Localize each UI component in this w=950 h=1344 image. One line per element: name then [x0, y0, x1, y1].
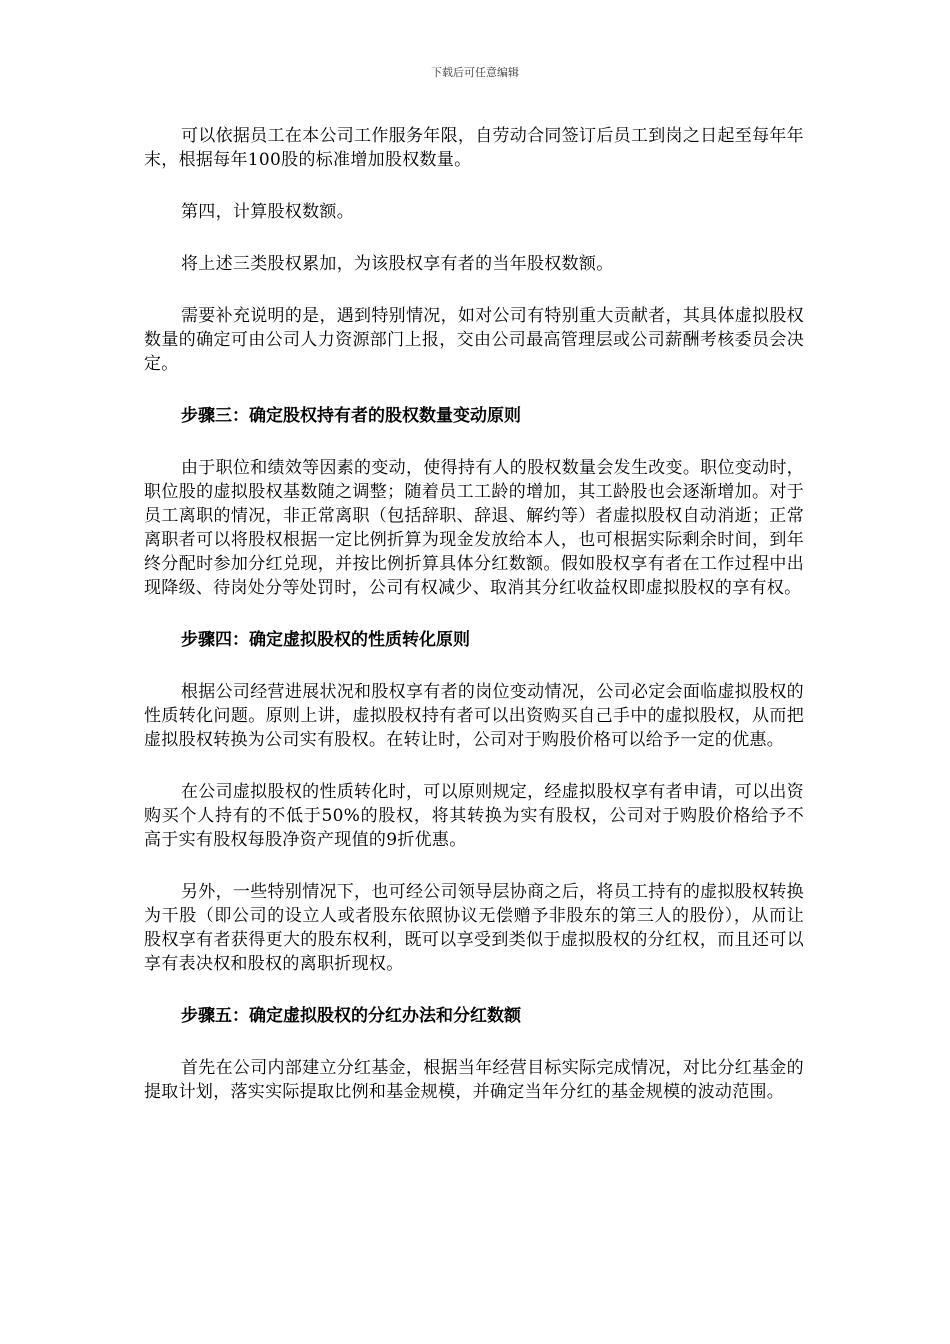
section-heading: 步骤四：确定虚拟股权的性质转化原则	[181, 630, 470, 650]
paragraph: 将上述三类股权累加，为该股权享有者的当年股权数额。	[181, 254, 614, 274]
paragraph: 在公司虚拟股权的性质转化时，可以原则规定，经虚拟股权享有者申请，可以出资购买个人持有的不低于50%的股权，将其转换为实有股权，公司对于购股价格给予不高于实有股权每股净资产现值的9折优惠。	[144, 782, 804, 850]
paragraph: 需要补充说明的是，遇到特别情况，如对公司有特别重大贡献者，其具体虚拟股权数量的确定可由公司人力资源部门上报，交由公司最高管理层或公司薪酬考核委员会决定。	[144, 306, 804, 374]
section-heading: 步骤五：确定虚拟股权的分红办法和分红数额	[181, 1006, 521, 1026]
document-body	[144, 124, 804, 1132]
paragraph: 根据公司经营进展状况和股权享有者的岗位变动情况，公司必定会面临虚拟股权的性质转化问题。原则上讲，虚拟股权持有者可以出资购买自己手中的虚拟股权，从而把虚拟股权转换为公司实有股权。在转让时，公司对于购股价格可以给予一定的优惠。	[144, 682, 804, 750]
paragraph: 首先在公司内部建立分红基金，根据当年经营目标实际完成情况，对比分红基金的提取计划，落实实际提取比例和基金规模，并确定当年分红的基金规模的波动范围。	[144, 1058, 804, 1102]
page-header: 下载后可任意编辑	[431, 66, 519, 79]
paragraph: 另外，一些特别情况下，也可经公司领导层协商之后，将员工持有的虚拟股权转换为干股（即公司的设立人或者股东依照协议无偿赠予非股东的第三人的股份），从而让股权享有者获得更大的股东权利，既可以享受到类似于虚拟股权的分红权，而且还可以享有表决权和股权的离职折现权。	[144, 882, 804, 974]
paragraph: 可以依据员工在本公司工作服务年限，自劳动合同签订后员工到岗之日起至每年年末，根据每年100股的标准增加股权数量。	[144, 126, 804, 170]
paragraph: 第四，计算股权数额。	[181, 202, 354, 222]
section-heading: 步骤三：确定股权持有者的股权数量变动原则	[181, 406, 521, 426]
paragraph: 由于职位和绩效等因素的变动，使得持有人的股权数量会发生改变。职位变动时，职位股的虚拟股权基数随之调整；随着员工工龄的增加，其工龄股也会逐渐增加。对于员工离职的情况，非正常离职（包括辞职、辞退、解约等）者虚拟股权自动消逝；正常离职者可以将股权根据一定比例折算为现金发放给本人，也可根据实际剩余时间，到年终分配时参加分红兑现，并按比例折算具体分红数额。假如股权享有者在工作过程中出现降级、待岗处分等处罚时，公司有权减少、取消其分红收益权即虚拟股权的享有权。	[144, 458, 804, 598]
